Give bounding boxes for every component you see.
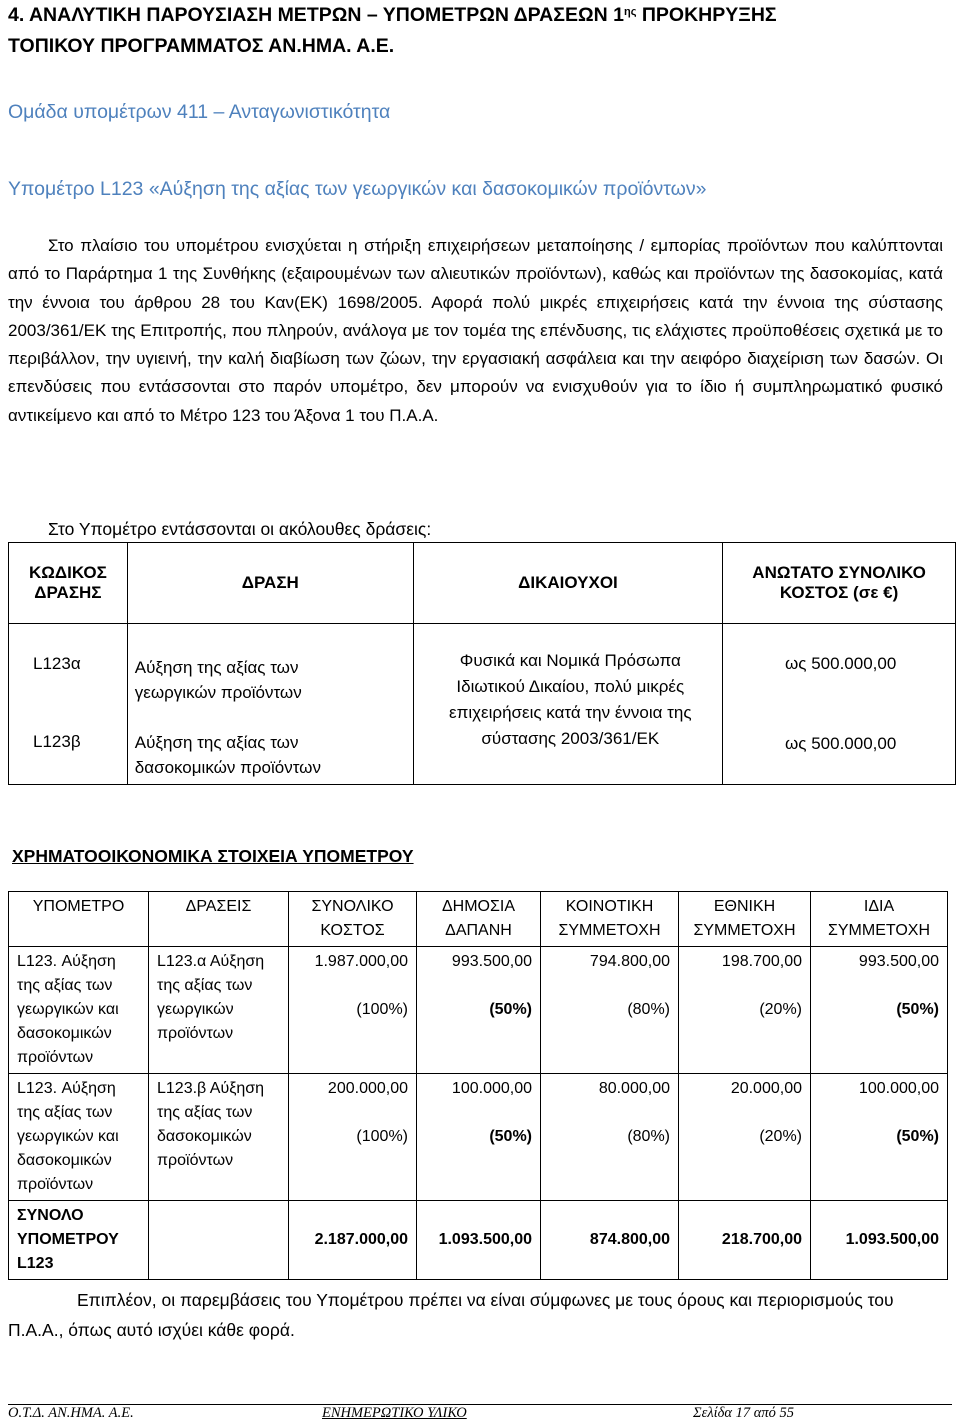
total-row <box>9 1201 948 1280</box>
action-name: Αύξηση της αξίας των γεωργικών προϊόντων <box>134 658 302 702</box>
fin-percent: (80%) <box>627 1001 670 1018</box>
footer-title: ΕΝΗΜΕΡΩΤΙΚΟ ΥΛΙΚΟ <box>322 1405 467 1421</box>
fin-header: ΣΥΝΟΛΙΚΟ ΚΟΣΤΟΣ <box>289 892 417 947</box>
footer-page: Σελίδα 17 από 55 <box>693 1405 795 1421</box>
fin-header: ΚΟΙΝΟΤΙΚΗ ΣΥΜΜΕΤΟΧΗ <box>541 892 679 947</box>
fin-action: L123.α Αύξηση της αξίας των γεωργικών προϊόντων <box>149 947 289 1074</box>
fin-percent: (50%) <box>489 1001 532 1018</box>
fin-submeasure: L123. Αύξηση της αξίας των γεωργικών και δασοκομικών προϊόντων <box>9 947 149 1074</box>
fin-header: ΥΠΟΜΕΤΡΟ <box>9 892 149 947</box>
header-max-cost: ΑΝΩΤΑΤΟ ΣΥΝΟΛΙΚΟ ΚΟΣΤΟΣ (σε €) <box>723 543 956 624</box>
fin-submeasure: L123. Αύξηση της αξίας των γεωργικών και δασοκομικών προϊόντων <box>9 1074 149 1201</box>
fin-total-amount: 2.187.000,00 <box>289 1201 417 1280</box>
header-beneficiaries: ΔΙΚΑΙΟΥΧΟΙ <box>413 543 722 624</box>
header-code: ΚΩΔΙΚΟΣ ΔΡΑΣΗΣ <box>9 543 128 624</box>
fin-percent: (50%) <box>896 1128 939 1145</box>
table-row <box>9 947 948 1074</box>
actions-table <box>8 542 956 785</box>
actions-body-row <box>9 624 956 785</box>
fin-percent: (20%) <box>759 1128 802 1145</box>
fin-header: ΙΔΙΑ ΣΥΜΜΕΤΟΧΗ <box>811 892 948 947</box>
fin-total-label: ΣΥΝΟΛΟ ΥΠΟΜΕΤΡΟΥ L123 <box>9 1201 149 1280</box>
fin-header: ΔΡΑΣΕΙΣ <box>149 892 289 947</box>
fin-amount: 100.000,00 <box>451 1080 532 1097</box>
fin-amount: 794.800,00 <box>589 953 670 970</box>
fin-percent: (50%) <box>896 1001 939 1018</box>
group-title: Ομάδα υπομέτρων 411 – Ανταγωνιστικότητα <box>8 101 391 123</box>
submeasure-title: Υπομέτρο L123 «Αύξηση της αξίας των γεωργικών και δασοκομικών προϊόντων» <box>8 178 707 200</box>
fin-total-amount: 1.093.500,00 <box>417 1201 541 1280</box>
fin-header: ΕΘΝΙΚΗ ΣΥΜΜΕΤΟΧΗ <box>679 892 811 947</box>
fin-amount: 20.000,00 <box>730 1080 802 1097</box>
actions-intro: Στο Υπομέτρο εντάσσονται οι ακόλουθες δράσεις: <box>48 519 432 539</box>
closing-paragraph: Επιπλέον, οι παρεμβάσεις του Υπομέτρου πρέπει να είναι σύμφωνες με τους όρους και περιορισμούς του Π.Α.Α., όπως αυτό ισχύει κάθε φορά. <box>8 1290 894 1340</box>
table-row <box>9 1074 948 1201</box>
financial-title: ΧΡΗΜΑΤΟΟΙΚΟΝΟΜΙΚΑ ΣΤΟΙΧΕΙΑ ΥΠΟΜΕΤΡΟΥ <box>12 846 414 866</box>
fin-amount: 993.500,00 <box>451 953 532 970</box>
action-code: L123β <box>33 732 81 751</box>
max-cost: ως 500.000,00 <box>785 734 897 753</box>
fin-percent: (20%) <box>759 1001 802 1018</box>
fin-amount: 200.000,00 <box>327 1080 408 1097</box>
fin-amount: 198.700,00 <box>721 953 802 970</box>
fin-amount: 100.000,00 <box>858 1080 939 1097</box>
intro-paragraph: Στο πλαίσιο του υπομέτρου ενισχύεται η στήριξη επιχειρήσεων μεταποίησης / εμπορίας προϊόντων που καλύπτονται από το Παράρτημα 1 της Συνθήκης (εξαιρουμένων των αλιευτικών προϊόντων), καθώς και προϊόντων της δασοκομίας, κατά την έννοια του άρθρου 28 του Καν(ΕΚ) 1698/2005. Αφορά πολύ μικρές επιχειρήσεις κατά την έννοια της σύστασης 2003/361/ΕΚ της Επιτροπής, που πληρούν, ανάλογα με τον τομέα της επένδυσης, τις ελάχιστες προϋποθέσεις σχετικά με το περιβάλλον, την υγιεινή, την καλή διαβίωση των ζώων, την εργασιακή ασφάλεια και την αειφόρο διαχείριση των δασών. Οι επενδύσεις που εντάσσονται στο παρόν υπομέτρο, δεν μπορούν να ενισχυθούν για το ίδιο ή συμπληρωματικό φυσικό αντικείμενο και από το Μέτρο 123 του Άξονα 1 του Π.Α.Α. <box>8 236 943 425</box>
fin-amount: 993.500,00 <box>858 953 939 970</box>
fin-total-amount: 218.700,00 <box>679 1201 811 1280</box>
fin-total-amount: 874.800,00 <box>541 1201 679 1280</box>
header-action: ΔΡΑΣΗ <box>127 543 413 624</box>
financial-table <box>8 891 948 1280</box>
fin-total-amount: 1.093.500,00 <box>811 1201 948 1280</box>
fin-header: ΔΗΜΟΣΙΑ ΔΑΠΑΝΗ <box>417 892 541 947</box>
fin-action: L123.β Αύξηση της αξίας των δασοκομικών προϊόντων <box>149 1074 289 1201</box>
fin-percent: (80%) <box>627 1128 670 1145</box>
fin-percent: (50%) <box>489 1128 532 1145</box>
footer-org: Ο.Τ.Δ. ΑΝ.ΗΜΑ. Α.Ε. <box>8 1405 134 1421</box>
fin-amount: 1.987.000,00 <box>314 953 408 970</box>
action-code: L123α <box>33 654 81 673</box>
financial-header-row <box>9 892 948 947</box>
section-heading: 4. ΑΝΑΛΥΤΙΚΗ ΠΑΡΟΥΣΙΑΣΗ ΜΕΤΡΩΝ – ΥΠΟΜΕΤΡΩΝ ΔΡΑΣΕΩΝ $1^{\eta\varsigma}$ ΠΡΟΚΗΡΥΞΗΣ ΤΟΠΙΚΟΥ ΠΡΟΓΡΑΜΜΑΤΟΣ ΑΝ.ΗΜΑ. Α.Ε. <box>8 0 953 62</box>
fin-percent: (100%) <box>356 1128 408 1145</box>
max-cost: ως 500.000,00 <box>785 654 897 673</box>
beneficiaries-text: Φυσικά και Νομικά Πρόσωπα Ιδιωτικού Δικαίου, πολύ μικρές επιχειρήσεις κατά την έννοια της σύστασης 2003/361/ΕΚ <box>449 651 692 748</box>
footer-divider <box>8 1404 952 1405</box>
actions-header-row <box>9 543 956 624</box>
action-name: Αύξηση της αξίας των δασοκομικών προϊόντων <box>134 733 321 777</box>
fin-amount: 80.000,00 <box>598 1080 670 1097</box>
fin-percent: (100%) <box>356 1001 408 1018</box>
section-heading-line2: ΤΟΠΙΚΟΥ ΠΡΟΓΡΑΜΜΑΤΟΣ ΑΝ.ΗΜΑ. Α.Ε. <box>8 35 395 57</box>
